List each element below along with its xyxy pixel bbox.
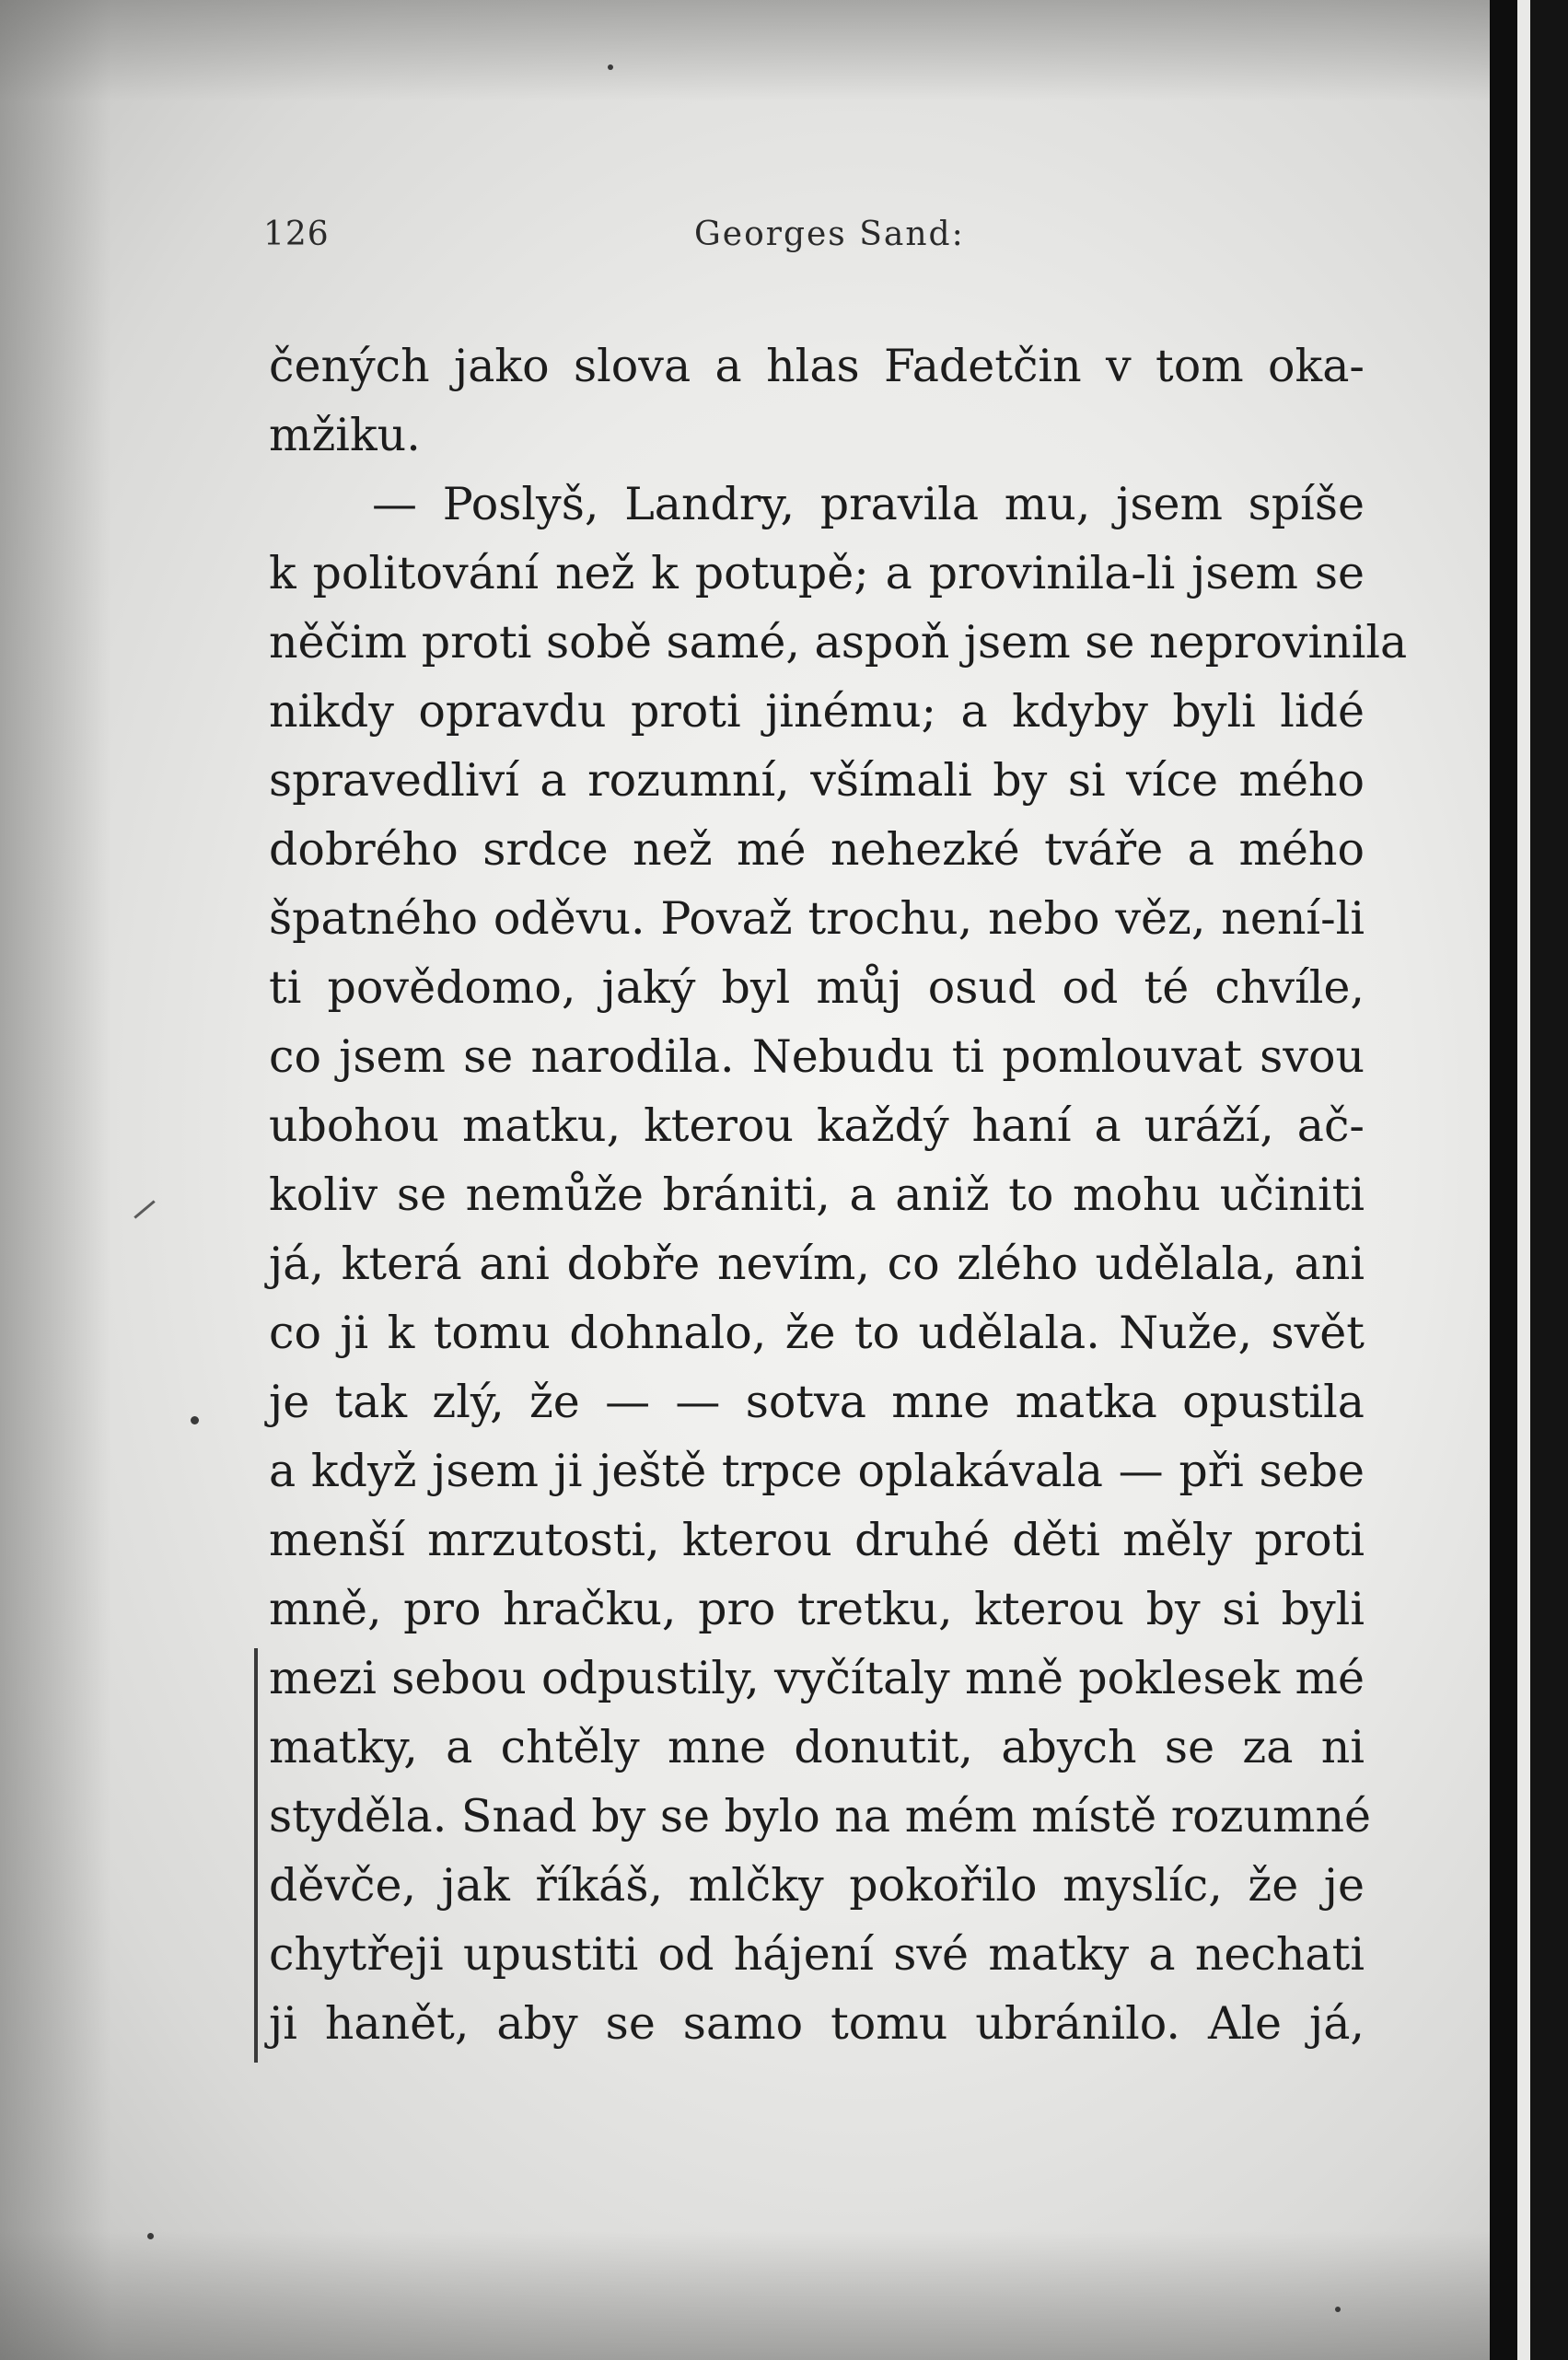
text-line: styděla. Snad by se bylo na mém místě rozumné [269, 1790, 1372, 1843]
text-line: čených jako slova a hlas Fadetčin v tom oka- [269, 340, 1365, 392]
page-header [263, 215, 1368, 262]
text-line: já, která ani dobře nevím, co zlého udělala, ani [269, 1238, 1365, 1290]
dust-speck [147, 2233, 154, 2239]
body-text [269, 331, 1408, 2058]
text-line: co ji k tomu dohnalo, že to udělala. Nuže, svět [269, 1307, 1365, 1359]
running-head: Georges Sand: [694, 215, 965, 253]
text-line: ti povědomo, jaký byl můj osud od té chvíle, [269, 961, 1365, 1014]
page-edge-shadow-top [0, 0, 1568, 101]
book-binding-gap [1517, 0, 1530, 2360]
text-line: k politování než k potupě; a provinila-li jsem se [269, 547, 1365, 599]
text-line: nikdy opravdu proti jinému; a kdyby byli lidé [269, 685, 1365, 738]
page-edge-shadow-bottom [0, 2231, 1568, 2360]
margin-mark-line [254, 1648, 258, 2063]
text-line: mně, pro hračku, pro tretku, kterou by si byli [269, 1583, 1365, 1635]
text-line: mezi sebou odpustily, vyčítaly mně poklesek mé [269, 1652, 1365, 1704]
text-line: je tak zlý, že — — sotva mne matka opustila [269, 1376, 1365, 1428]
text-line: ubohou matku, kterou každý haní a uráží, ač- [269, 1099, 1365, 1152]
text-line: ji hanět, aby se samo tomu ubránilo. Ale já, [269, 1997, 1365, 2050]
text-line: chytřeji upustiti od hájení své matky a nechati [269, 1928, 1365, 1981]
dust-speck [1335, 2307, 1341, 2312]
text-line: a když jsem ji ještě trpce oplakávala — při sebe [269, 1445, 1365, 1497]
text-line: — Poslyš, Landry, pravila mu, jsem spíše [372, 478, 1365, 530]
text-line: matky, a chtěly mne donutit, abych se za ni [269, 1721, 1365, 1773]
text-line: dobrého srdce než mé nehezké tváře a mého [269, 823, 1365, 876]
text-line: děvče, jak říkáš, mlčky pokořilo myslíc, že je [269, 1859, 1365, 1912]
page-number: 126 [263, 215, 330, 253]
dust-speck [608, 64, 613, 70]
text-line: menší mrzutosti, kterou druhé děti měly proti [269, 1514, 1365, 1566]
text-line: co jsem se narodila. Nebudu ti pomlouvat svou [269, 1030, 1365, 1083]
text-line: mžiku. [269, 409, 421, 461]
page-edge-shadow-left [0, 0, 110, 2360]
text-line: něčim proti sobě samé, aspoň jsem se neprovinila [269, 616, 1408, 668]
margin-pen-tick [134, 1200, 155, 1218]
book-binding-shadow [1490, 0, 1517, 2360]
text-line: špatného oděvu. Považ trochu, nebo věz, není-li [269, 892, 1365, 945]
book-binding-edge [1530, 0, 1568, 2360]
text-line: koliv se nemůže brániti, a aniž to mohu učiniti [269, 1168, 1365, 1221]
text-line: spravedliví a rozumní, všímali by si více mého [269, 754, 1365, 807]
dust-speck [191, 1416, 199, 1424]
